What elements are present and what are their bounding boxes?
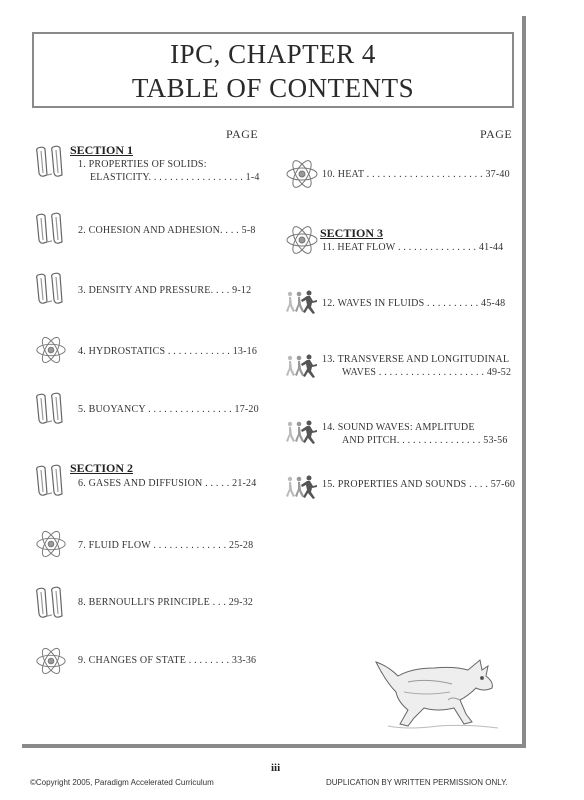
runner-icon (284, 419, 324, 449)
permission-text: DUPLICATION BY WRITTEN PERMISSION ONLY. (326, 778, 508, 787)
atom-icon (34, 643, 68, 679)
right-page-column-label: PAGE (480, 127, 513, 141)
page-subtitle: TABLE OF CONTENTS (131, 73, 415, 103)
toc-entry-1-line1: 1. PROPERTIES OF SOLIDS: (78, 159, 207, 170)
page-frame (22, 16, 526, 748)
page-title: IPC, CHAPTER 4 (170, 39, 376, 69)
section-1-heading: SECTION 1 (70, 143, 134, 157)
runner-icon (284, 474, 324, 504)
toc-entry-1-line2: ELASTICITY. . . . . . . . . . . . . . . . . . 1-4 (90, 172, 260, 183)
toc-entry-13-line2: WAVES . . . . . . . . . . . . . . . . . . . . 49-52 (342, 367, 512, 378)
section-3-heading: SECTION 3 (320, 226, 384, 240)
atom-icon (284, 156, 320, 192)
atom-icon (34, 526, 68, 562)
toc-entry-12[interactable]: 12. WAVES IN FLUIDS . . . . . . . . . . 45-48 (322, 298, 506, 309)
toc-entry-11[interactable]: 11. HEAT FLOW . . . . . . . . . . . . . . . 41-44 (322, 242, 504, 253)
runner-icon (284, 353, 324, 383)
toc-entry-7[interactable]: 7. FLUID FLOW . . . . . . . . . . . . . . 25-28 (78, 540, 254, 551)
copyright-text: ©Copyright 2005, Paradigm Accelerated Curriculum (30, 778, 214, 787)
toc-entry-14-line2: AND PITCH. . . . . . . . . . . . . . . . 53-56 (342, 435, 508, 446)
toc-entry-8[interactable]: 8. BERNOULLI'S PRINCIPLE . . . 29-32 (78, 597, 254, 608)
scroll-icon (34, 143, 68, 179)
title-box (32, 32, 514, 108)
toc-entry-2[interactable]: 2. COHESION AND ADHESION. . . . 5-8 (78, 225, 256, 236)
toc-entry-9[interactable]: 9. CHANGES OF STATE . . . . . . . . 33-36 (78, 655, 257, 666)
toc-entry-15[interactable]: 15. PROPERTIES AND SOUNDS . . . . 57-60 (322, 479, 516, 490)
toc-entry-3[interactable]: 3. DENSITY AND PRESSURE. . . . 9-12 (78, 285, 252, 296)
wolf-illustration (368, 652, 508, 732)
left-page-column-label: PAGE (226, 127, 259, 141)
page-number: iii (271, 762, 281, 774)
toc-entry-14-line1: 14. SOUND WAVES: AMPLITUDE (322, 422, 475, 433)
toc-entry-13[interactable] (322, 353, 511, 379)
scroll-icon (34, 210, 68, 246)
toc-entry-1[interactable] (78, 158, 260, 184)
toc-entry-10[interactable]: 10. HEAT . . . . . . . . . . . . . . . . . . . . . . 37-40 (322, 169, 510, 180)
scroll-icon (34, 584, 68, 620)
scroll-icon (34, 462, 68, 498)
toc-entry-6[interactable]: 6. GASES AND DIFFUSION . . . . . 21-24 (78, 478, 257, 489)
scroll-icon (34, 270, 68, 306)
atom-icon (284, 222, 320, 258)
runner-icon (284, 289, 324, 319)
toc-entry-14[interactable] (322, 421, 508, 447)
toc-entry-4[interactable]: 4. HYDROSTATICS . . . . . . . . . . . . 13-16 (78, 346, 258, 357)
section-2-heading: SECTION 2 (70, 461, 134, 475)
atom-icon (34, 332, 68, 368)
toc-entry-13-line1: 13. TRANSVERSE AND LONGITUDINAL (322, 354, 510, 365)
scroll-icon (34, 390, 68, 426)
toc-entry-5[interactable]: 5. BUOYANCY . . . . . . . . . . . . . . . . 17-20 (78, 404, 259, 415)
